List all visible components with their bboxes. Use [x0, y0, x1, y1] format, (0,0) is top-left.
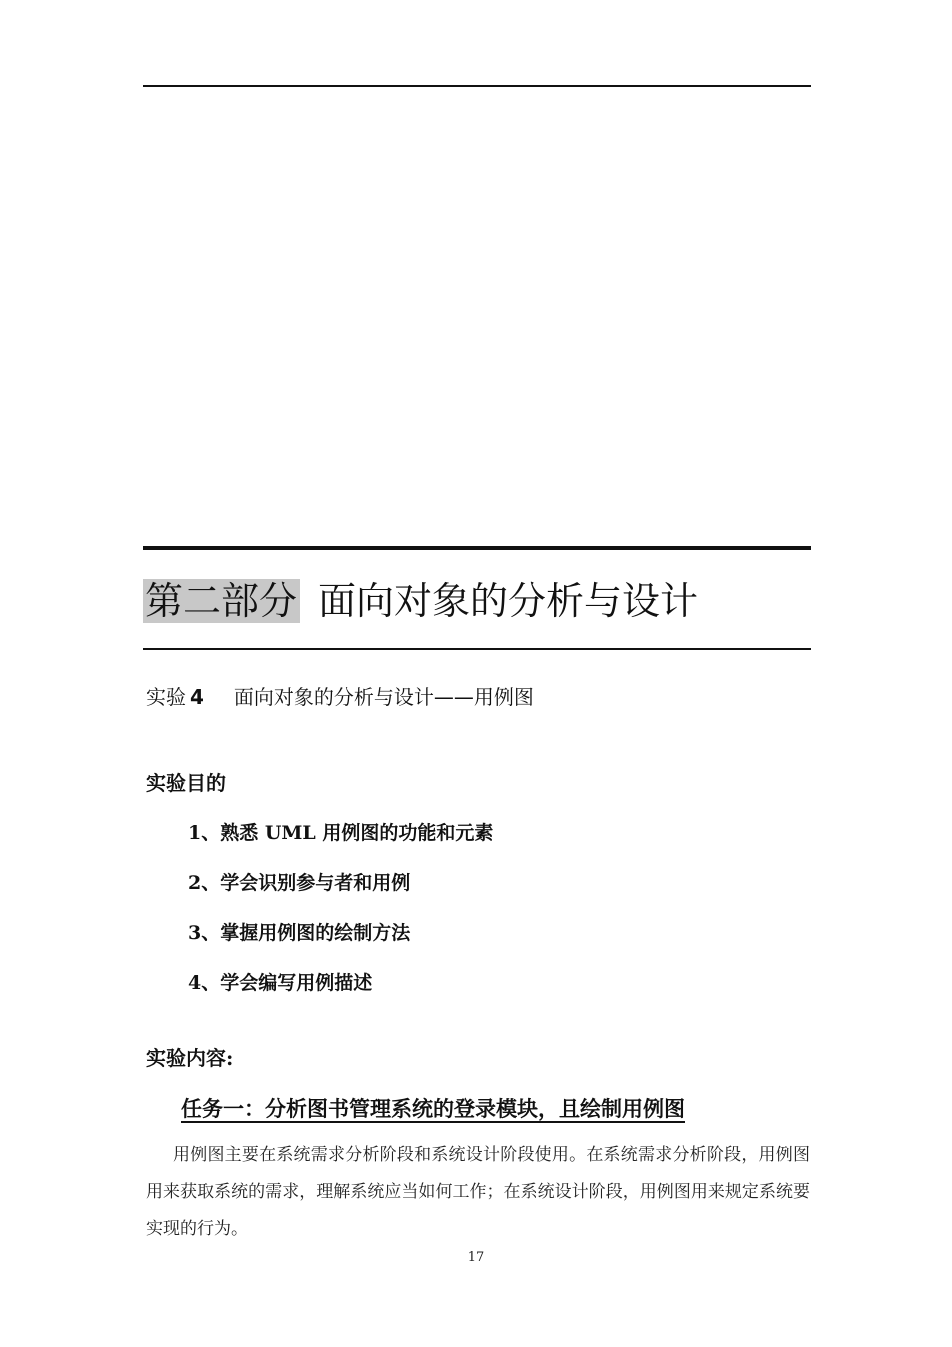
- page-number: 17: [467, 1250, 485, 1265]
- experiment-number: 4: [190, 685, 204, 709]
- experiment-title: [146, 682, 534, 712]
- content-heading: 实验内容:: [146, 1046, 234, 1070]
- goals-heading: 实验目的: [146, 771, 226, 795]
- body-paragraph: 用例图主要在系统需求分析阶段和系统设计阶段使用。在系统需求分析阶段，用例图用来获取系统的需求，理解系统应当如何工作；在系统设计阶段，用例图用来规定系统要实现的行为。: [146, 1145, 810, 1239]
- part-top-rule: [143, 546, 811, 550]
- part-label: 第二部分: [143, 579, 300, 623]
- experiment-name: 面向对象的分析与设计——用例图: [233, 685, 534, 709]
- goal-item: 3、掌握用例图的绘制方法: [188, 922, 411, 944]
- task-title: 任务一：分析图书管理系统的登录模块，且绘制用例图: [181, 1096, 685, 1121]
- experiment-prefix: 实验: [146, 685, 186, 709]
- goal-item: 4、学会编写用例描述: [188, 972, 373, 994]
- part-title: [143, 573, 698, 629]
- goal-item: 2、学会识别参与者和用例: [188, 872, 411, 894]
- part-bottom-rule: [143, 648, 811, 650]
- goal-item: 1、熟悉 UML 用例图的功能和元素: [188, 822, 494, 844]
- header-rule: [143, 85, 811, 87]
- goals-list: [188, 818, 493, 1018]
- part-main-title: 面向对象的分析与设计: [318, 579, 699, 623]
